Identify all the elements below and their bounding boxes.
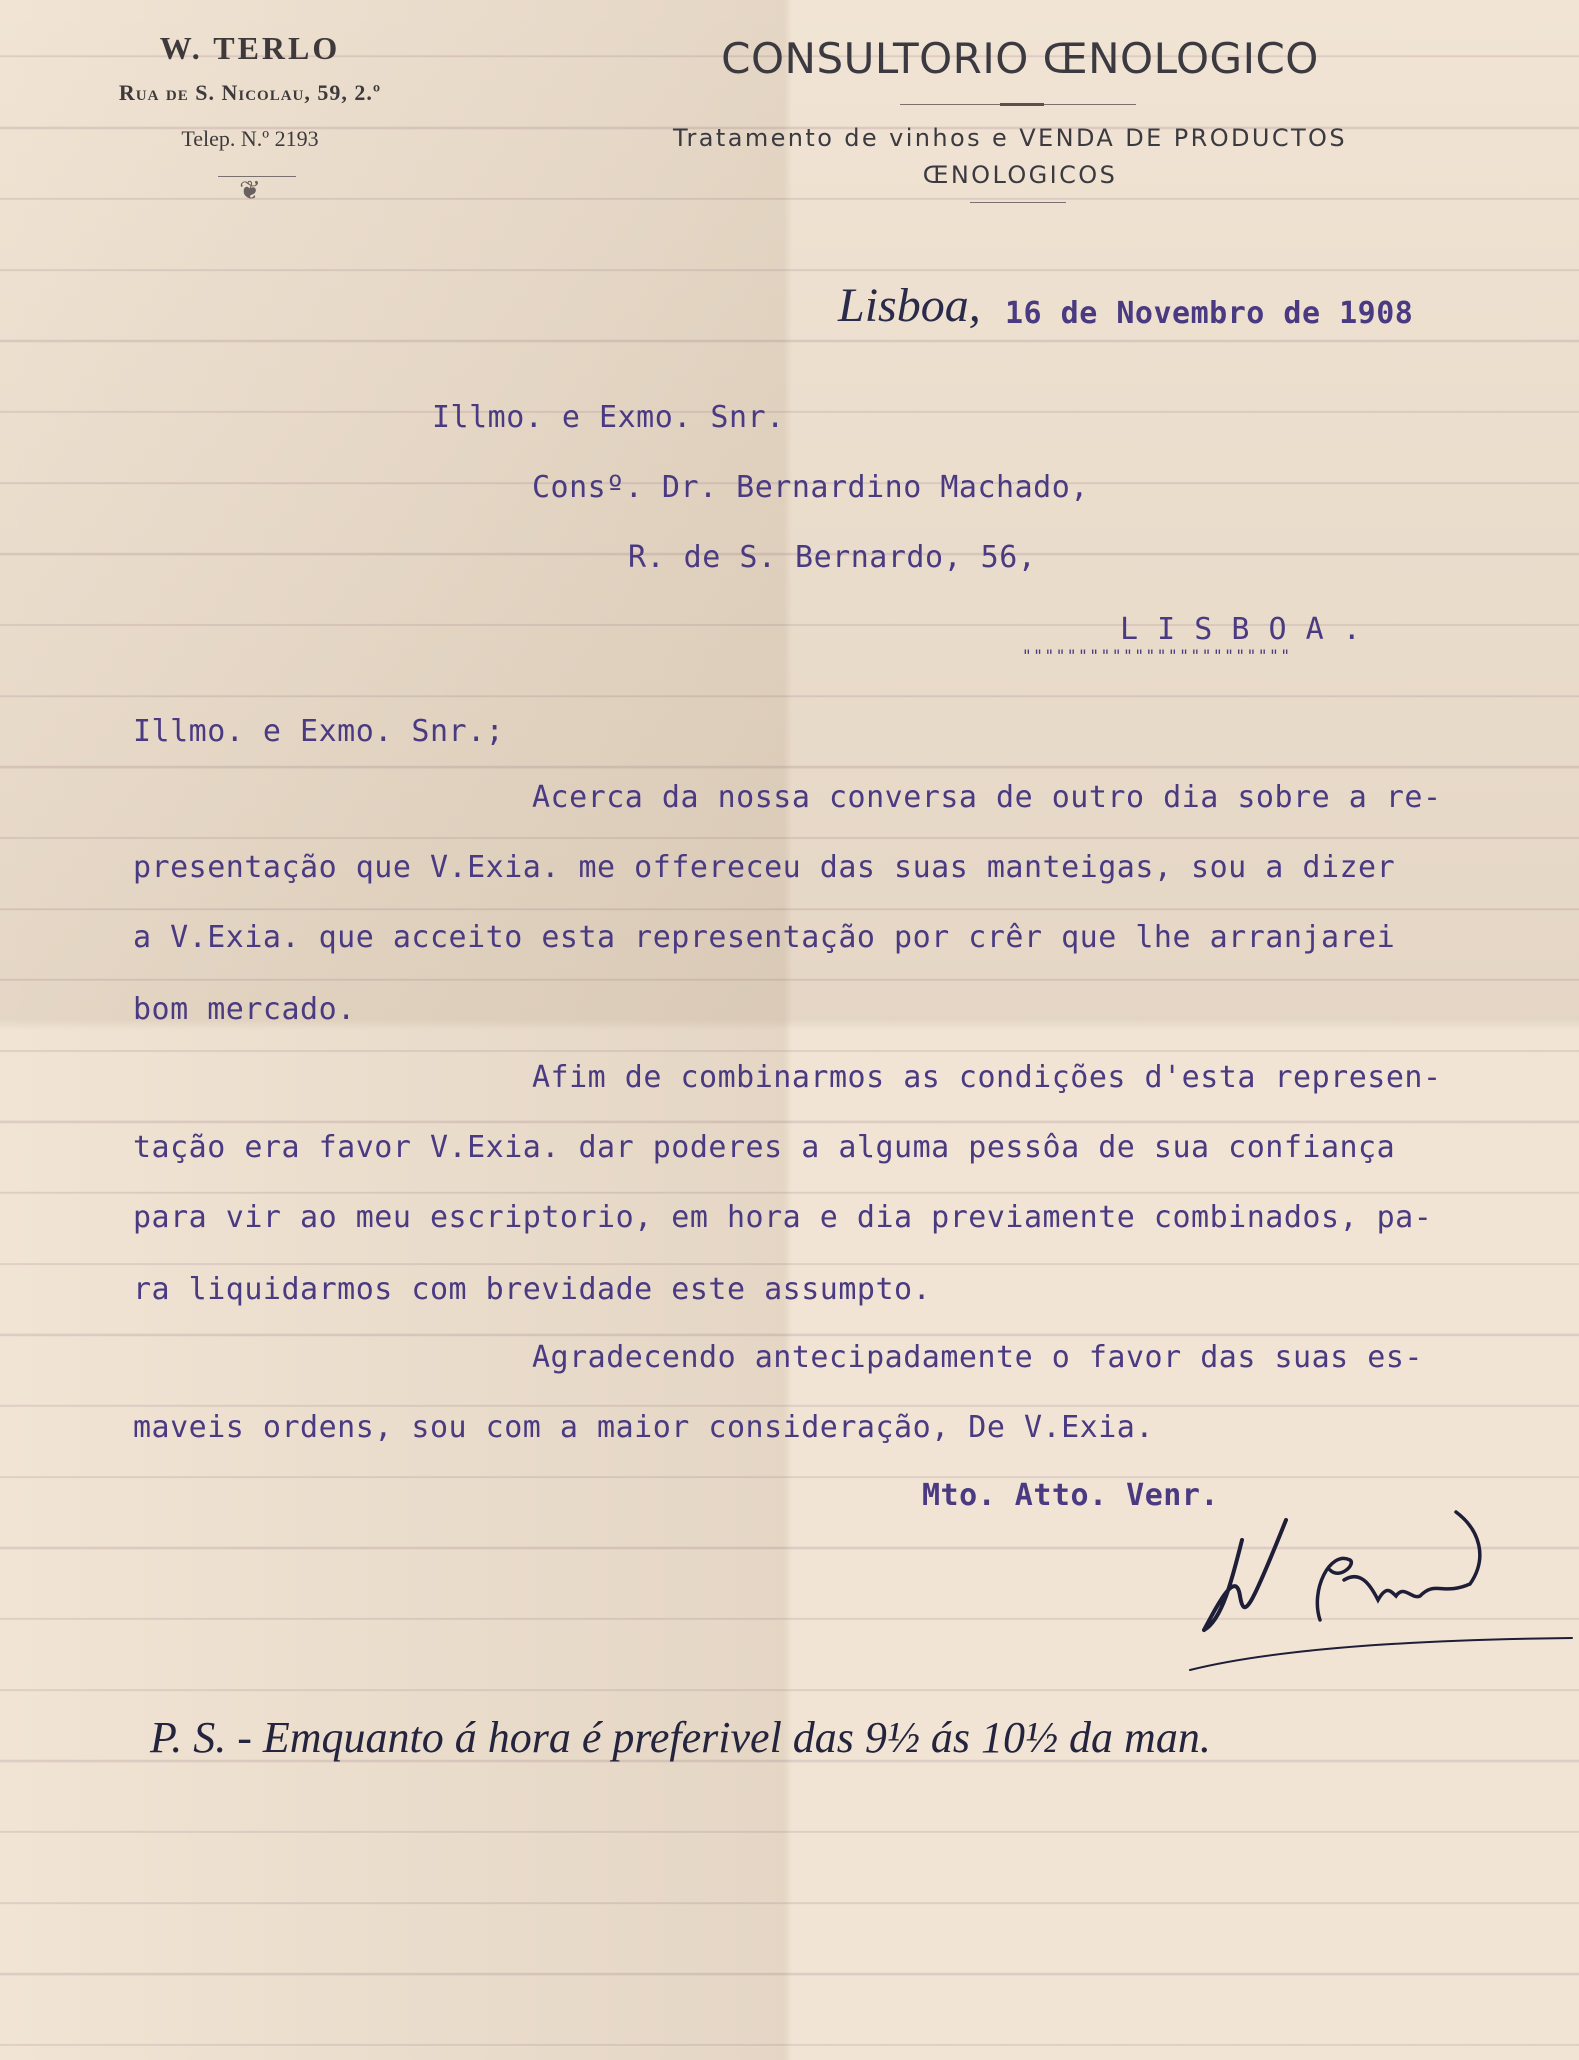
letterhead-title: CONSULTORIO ŒNOLOGICO	[721, 34, 1319, 83]
letter-greeting: Illmo. e Exmo. Snr.;	[133, 714, 505, 749]
subtitle-rule	[970, 202, 1066, 203]
letter-date: 16 de Novembro de 1908	[1005, 296, 1414, 331]
recipient-name: Consº. Dr. Bernardino Machado,	[532, 470, 1089, 505]
letterhead-subtitle-line1: Tratamento de vinhos e VENDA DE PRODUCTOS	[673, 124, 1347, 152]
body-line: Acerca da nossa conversa de outro dia sobre a re-	[532, 780, 1442, 815]
body-line: presentação que V.Exia. me offereceu das suas manteigas, sou a dizer	[133, 850, 1396, 885]
company-address: Rua de S. Nicolau, 59, 2.º	[118, 80, 382, 105]
company-phone: Telep. N.º 2193	[181, 126, 319, 151]
body-line: maveis ordens, sou com a maior consideração, De V.Exia.	[133, 1410, 1154, 1445]
letterhead-subtitle-line2: ŒNOLOGICOS	[922, 161, 1118, 189]
body-line: ra liquidarmos com brevidade este assumpto.	[133, 1272, 932, 1307]
body-line: Agradecendo antecipadamente o favor das suas es-	[532, 1340, 1423, 1375]
company-name: W. TERLO	[159, 30, 341, 66]
body-line: a V.Exia. que acceito esta representação por crêr que lhe arranjarei	[133, 920, 1396, 955]
title-rule-center	[1000, 103, 1044, 106]
body-line: tação era favor V.Exia. dar poderes a alguma pessôa de sua confiança	[133, 1130, 1396, 1165]
recipient-city: L I S B O A .	[1120, 612, 1362, 647]
body-line: Afim de combinarmos as condições d'esta represen-	[532, 1060, 1442, 1095]
postscript-handwritten: P. S. - Emquanto á hora é preferivel das 9½ ás 10½ da man.	[150, 1713, 1211, 1762]
recipient-street: R. de S. Bernardo, 56,	[628, 540, 1037, 575]
recipient-city-underline: """"""""""""""""""""""""	[1022, 646, 1292, 665]
recipient-salutation: Illmo. e Exmo. Snr.	[432, 400, 785, 435]
handwritten-signature	[1180, 1500, 1576, 1690]
ornament-icon: ❦	[239, 176, 261, 205]
date-place-handwritten: Lisboa,	[838, 279, 981, 332]
body-line: bom mercado.	[133, 992, 356, 1027]
body-line: para vir ao meu escriptorio, em hora e dia previamente combinados, pa-	[133, 1200, 1433, 1235]
letter-closing: Mto. Atto. Venr.	[922, 1478, 1219, 1513]
